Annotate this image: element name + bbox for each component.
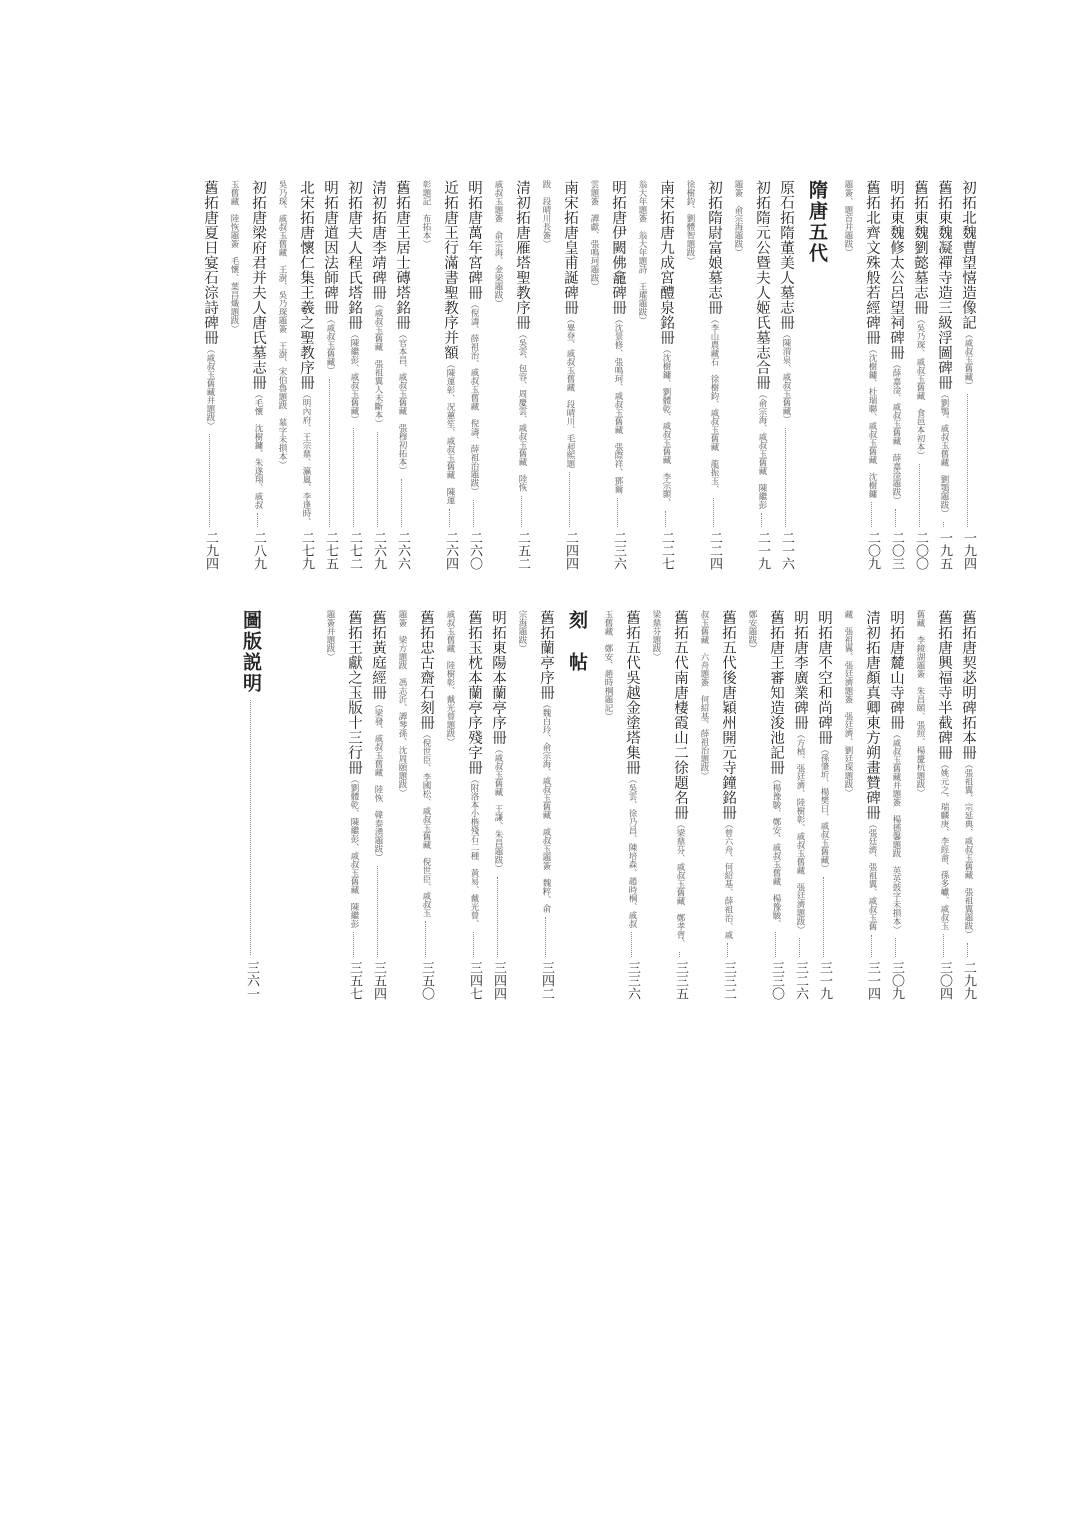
section-heading <box>558 610 596 1000</box>
entry-title <box>342 610 366 928</box>
entry-note: 叔玉舊藏 六舟題簽 何紹基、薛祖治題跋） <box>699 610 709 780</box>
leader-dots <box>895 509 896 528</box>
entry-continuation <box>644 610 668 1000</box>
section-heading <box>798 180 836 570</box>
entry-continuation <box>222 180 246 570</box>
entry-title <box>318 180 342 375</box>
entry-note: （明內府、王宗鼎、瀛嵐、李逢時、 <box>301 390 311 526</box>
entry-title-text: 舊拓五代後唐穎州開元寺鐘銘冊 <box>720 610 736 820</box>
entry-title-text: 初拓北魏曹望憘造像記 <box>960 180 976 330</box>
entry-title-text: 明拓唐伊闕佛龕碑冊 <box>610 180 626 315</box>
entry-note: （魏白玲、俞宗海、戚叔玉舊藏 戚叔玉題簽 魏粹、俞 <box>541 700 551 913</box>
page-number: 三三五 <box>673 961 688 1000</box>
entry-title <box>884 180 908 505</box>
entry-title-text: 舊拓東魏劉懿墓志冊 <box>912 180 928 315</box>
entry-note: 吳乃琛、戚叔玉舊藏 王澍、吳乃琛題簽 王澍、宋伯魯題跋 墓字未損本） <box>277 180 287 469</box>
entry-title <box>342 180 366 424</box>
entry-title-text: 清初拓唐李靖碑冊 <box>370 180 386 300</box>
entry-title-text: 近拓唐王行滿書聖教序并額 <box>442 180 458 360</box>
section-title: 圖版説明 <box>240 610 262 694</box>
entry-note: （俞宗海、戚叔玉舊藏 陳繼彭 <box>757 390 767 509</box>
entry-title-text: 初拓隋尉富娘墓志冊 <box>706 180 722 315</box>
toc-entry <box>654 180 678 570</box>
toc-entry <box>860 610 884 1000</box>
toc-entry <box>318 180 342 570</box>
entry-title <box>668 610 692 948</box>
entry-continuation <box>318 610 342 1000</box>
page-number: 一九五 <box>937 531 952 570</box>
entry-title-text: 舊拓玉枕本蘭亭序殘字冊 <box>466 610 482 775</box>
entry-title <box>366 610 390 862</box>
entry-title <box>860 610 884 931</box>
entry-continuation <box>534 180 558 570</box>
entry-note: （毛懷 沈樹鏞、朱遂翔、戚叔 <box>253 390 263 509</box>
entry-title <box>716 610 740 939</box>
entry-title-text: 舊拓五代吳越金塗塔集冊 <box>624 610 640 775</box>
entry-note: 徐樹鈞、劉體智題跋） <box>685 180 695 265</box>
leader-dots <box>353 428 354 528</box>
entry-title-text: 舊拓唐契苾明碑拓本冊 <box>960 610 976 760</box>
entry-note: 跋 段晴川長簽） <box>541 180 551 248</box>
page-number: 二〇三 <box>889 531 904 570</box>
leader-dots <box>665 511 666 528</box>
leader-dots <box>943 522 944 528</box>
toc-entry <box>510 180 534 570</box>
toc-entry <box>908 180 932 570</box>
leader-dots <box>401 479 402 528</box>
page-number: 二五二 <box>515 531 530 570</box>
page-number: 二七九 <box>299 531 314 570</box>
entry-title <box>932 610 956 930</box>
leader-dots <box>329 379 330 528</box>
page-number: 三一九 <box>817 961 832 1000</box>
toc-entry <box>884 610 908 1000</box>
entry-title <box>860 180 884 498</box>
entry-continuation <box>270 180 294 570</box>
entry-note: （附洛本小楷殘石二種 黃易、戴光曾、 <box>469 775 479 928</box>
toc-entry <box>716 610 740 1000</box>
toc-entry <box>294 180 318 570</box>
entry-note: （李山農藏石 徐樹鈞、戚叔玉舊藏 龍振玉、 <box>709 315 719 494</box>
page-number: 二一九 <box>755 531 770 570</box>
entry-continuation <box>510 610 534 1000</box>
toc-entry <box>366 610 390 1000</box>
entry-note: （劉體乾、陳繼彭、戚叔玉舊藏 陳繼彭 <box>349 775 359 928</box>
entry-title-text: 明拓唐萬年宮碑冊 <box>466 180 482 300</box>
entry-note: （沈樹鏞、劉體乾、戚叔玉舊藏 李宗顥、 <box>661 345 671 507</box>
toc-entry <box>606 180 630 570</box>
page-number: 三三〇 <box>769 961 784 1000</box>
toc-entry <box>774 180 798 570</box>
entry-title-text: 初拓唐夫人程氏塔銘冊 <box>346 180 362 330</box>
entry-note: 翁大年題簽 翁大年題詩 王瓘題跋） <box>637 180 647 325</box>
leader-dots <box>761 513 762 527</box>
leader-dots <box>209 434 210 527</box>
toc-entry <box>558 180 582 570</box>
toc-entry <box>366 180 390 570</box>
entry-note: （曾六舟、何紹基、薛祖治、戚 <box>723 820 733 939</box>
entry-note: 雲題簽 譚獻、張鳴珂題跋） <box>589 180 599 291</box>
entry-title <box>884 610 908 934</box>
leader-dots <box>377 866 378 958</box>
entry-title <box>534 610 558 913</box>
toc-entry <box>668 610 692 1000</box>
page-number: 二〇九 <box>865 531 880 570</box>
entry-note: （沈景修、張鳴珂、戚叔玉舊藏 張際祥、鄧爾 <box>613 315 623 494</box>
leader-dots <box>823 877 824 958</box>
entry-title <box>462 180 486 496</box>
entry-title <box>812 610 836 873</box>
page-number: 二六九 <box>371 531 386 570</box>
entry-title <box>788 610 812 934</box>
leader-dots <box>473 932 474 957</box>
leader-dots <box>250 700 251 955</box>
leader-dots <box>943 934 944 957</box>
page-number: 三二六 <box>793 961 808 1000</box>
section-heading <box>232 610 270 1000</box>
section-title: 隋唐五代 <box>806 180 828 264</box>
entry-title-text: 初拓唐梁府君并夫人唐氏墓志冊 <box>250 180 266 390</box>
entry-title-text: 舊拓唐夏日宴石淙詩碑冊 <box>202 180 218 345</box>
leader-dots <box>353 932 354 957</box>
entry-title <box>294 180 318 526</box>
entry-title <box>486 610 510 873</box>
entry-title <box>702 180 726 494</box>
entry-note: （戚叔玉舊藏并題簽 楊德馨題跋 英英鼓字未損本） <box>891 730 901 934</box>
entry-title-text: 明拓唐不空和尚碑冊 <box>816 610 832 745</box>
entry-title <box>774 180 798 424</box>
page-number: 三三二 <box>721 961 736 1000</box>
entry-title <box>246 180 270 509</box>
entry-continuation <box>836 180 860 570</box>
entry-note: （張廷濟、張祖翼、戚叔玉舊 <box>867 820 877 931</box>
toc-entry <box>342 610 366 1000</box>
leader-dots <box>569 472 570 527</box>
page-number: 二二四 <box>707 531 722 570</box>
leader-dots <box>775 932 776 957</box>
leader-dots <box>631 932 632 957</box>
page-number: 三〇四 <box>937 961 952 1000</box>
leader-dots <box>617 498 618 528</box>
page-number: 二八九 <box>251 531 266 570</box>
entry-note: （梁發、戚叔玉舊藏 陸恢 韓泰湧題跋） <box>373 700 383 862</box>
toc-entry <box>198 180 222 570</box>
entry-note: 宗海題跋） <box>517 610 527 653</box>
entry-note: 鄭安題跋） <box>747 610 757 653</box>
entry-note: （戚叔玉舊藏并題跋） <box>205 345 215 430</box>
entry-note: （姚元之、瑞麟庚、李經畬、孫多巘、戚叔玉 <box>939 760 949 930</box>
entry-title-text: 明拓唐麓山寺碑冊 <box>888 610 904 730</box>
entry-note: （楊豫駿、鄭安、戚叔玉舊藏 楊豫駿、 <box>771 775 781 928</box>
entry-continuation <box>740 610 764 1000</box>
toc-entry <box>884 180 908 570</box>
page-number: 三〇九 <box>889 961 904 1000</box>
page-number: 二七二 <box>347 531 362 570</box>
entry-continuation <box>414 180 438 570</box>
entry-continuation <box>438 610 462 1000</box>
toc-entry <box>932 610 956 1000</box>
toc-entry <box>486 610 510 1000</box>
entry-title-text: 舊拓忠古齋石刻冊 <box>418 610 434 730</box>
page-number: 二二七 <box>659 531 674 570</box>
page-number: 二一六 <box>779 531 794 570</box>
page-number: 二六六 <box>395 531 410 570</box>
toc-entry <box>462 610 486 1000</box>
page-number: 二四四 <box>563 531 578 570</box>
page-number: 三五七 <box>347 961 362 1000</box>
entry-note: （陳渭泉、戚叔玉舊藏） <box>781 330 791 424</box>
entry-note: （吳雲、徐乃昌、陳培森、趙時棡、戚叔 <box>627 775 637 928</box>
entry-title-text: 南宋拓唐皇甫誕碑冊 <box>562 180 578 315</box>
page-number: 二九九 <box>961 961 976 1000</box>
leader-dots <box>497 877 498 958</box>
page-number: 一九四 <box>961 531 976 570</box>
leader-dots <box>799 938 800 957</box>
entry-title <box>956 610 980 939</box>
entry-title-text: 舊拓唐興福寺半截碑冊 <box>936 610 952 760</box>
entry-note: （吳雲、包容、周慶雲、戚叔玉舊藏 陸恢 <box>517 330 527 492</box>
entry-title-text: 明拓唐李廣業碑冊 <box>792 610 808 730</box>
page-number: 三四七 <box>467 961 482 1000</box>
entry-title-text: 原石拓隋董美人墓志冊 <box>778 180 794 330</box>
toc-entry <box>390 180 414 570</box>
page-number: 三六一 <box>244 961 259 1000</box>
entry-title-text: 舊拓唐王審知造浚池記冊 <box>768 610 784 775</box>
entry-note: 玉舊藏 陸恢題簽 毛懷、葉昌熾題跋） <box>229 180 239 333</box>
leader-dots <box>521 496 522 528</box>
leader-dots <box>871 935 872 958</box>
entry-note: 梁鼎芬題跋） <box>651 610 661 661</box>
toc-entry <box>438 180 462 570</box>
entry-continuation <box>390 610 414 1000</box>
entry-note: （倪濤、薛祖治、戚叔玉舊藏 倪濤、薛祖治題跋） <box>469 300 479 496</box>
entry-note: （戚叔玉舊藏） <box>325 315 335 375</box>
entry-title-text: 清初拓唐顏真卿東方朔畫贊碑冊 <box>864 610 880 820</box>
entry-note: （薛嘉淦、戚叔玉舊藏 薛嘉淦題跋） <box>891 360 901 505</box>
entry-note: 戚叔玉舊藏 陸樹彰、戴光曾題跋） <box>445 610 455 746</box>
entry-title <box>620 610 644 928</box>
page-number: 二七五 <box>323 531 338 570</box>
leader-dots <box>473 500 474 528</box>
entry-note: （陳運彰、况蕙笙、戚叔玉舊藏 陳運 <box>445 360 455 505</box>
entry-note: （張祖翼、宗延典、戚叔玉舊藏 張祖翼題跋） <box>963 760 973 939</box>
leader-dots <box>967 394 968 528</box>
entry-note: （戚叔玉舊藏 張祖翼人未斷本） <box>373 300 383 428</box>
entry-title <box>750 180 774 509</box>
leader-dots <box>449 509 450 528</box>
entry-title-text: 初拓隋元公暨夫人姬氏墓志合冊 <box>754 180 770 390</box>
entry-note: （戚叔玉舊藏 王謙、朱昌題跋） <box>493 745 503 873</box>
leader-dots <box>679 952 680 958</box>
entry-title-text: 舊拓東魏凝禪寺造三級浮圖碑冊 <box>936 180 952 390</box>
page-number: 二三六 <box>611 531 626 570</box>
page-number: 三四二 <box>539 961 554 1000</box>
page-number: 三一四 <box>865 961 880 1000</box>
entry-title <box>654 180 678 507</box>
entry-note: （梁鼎芬、戚叔玉舊藏 鄭孝胥、 <box>675 820 685 948</box>
toc-entry <box>342 180 366 570</box>
entry-title <box>606 180 630 494</box>
entry-title <box>438 180 462 505</box>
entry-note: 題簽并題跋） <box>325 610 335 661</box>
entry-note: （官本昌、戚叔玉舊藏 張穆初拓本） <box>397 330 407 475</box>
leader-dots <box>785 428 786 528</box>
entry-note: 藏 張祖翼、張廷濟題簽 張廷濟、劉廷琛題跋） <box>843 610 853 797</box>
entry-continuation <box>726 180 750 570</box>
toc-entry <box>932 180 956 570</box>
entry-title-text: 舊拓五代南唐棲霞山二徐題名冊 <box>672 610 688 820</box>
entry-note: （孫肇圻、楊樊日、戚叔玉舊藏） <box>819 745 829 873</box>
entry-note: （陳繼彭、戚叔玉舊藏） <box>349 330 359 424</box>
entry-note: 彰題記 布拓本） <box>421 180 431 248</box>
entry-continuation <box>630 180 654 570</box>
toc-entry <box>860 180 884 570</box>
bottom-band <box>150 610 980 1000</box>
toc-entry <box>620 610 644 1000</box>
entry-note: （沈樹鏞、杜瑞聯、戚叔玉舊藏 沈樹鏞 <box>867 345 877 498</box>
entry-note: （畢登、戚叔玉舊藏 段晴川、毛昶熙題 <box>565 315 575 468</box>
page-number: 二〇〇 <box>913 531 928 570</box>
entry-note: （吳乃琛、戚叔玉舊藏 食邑本初本） <box>915 315 925 460</box>
entry-title-text: 舊拓蘭亭序冊 <box>538 610 554 700</box>
leader-dots <box>545 917 546 958</box>
entry-continuation <box>486 180 510 570</box>
toc-entry <box>956 610 980 1000</box>
page-number: 三五四 <box>371 961 386 1000</box>
entry-title <box>510 180 534 492</box>
entry-title <box>932 180 956 518</box>
entry-title-text: 明拓東陽本蘭亭序冊 <box>490 610 506 745</box>
entry-title-text: 舊拓王獻之玉版十三行冊 <box>346 610 362 775</box>
page-number: 二六四 <box>443 531 458 570</box>
page-number: 二九四 <box>203 531 218 570</box>
page-number: 三五〇 <box>419 961 434 1000</box>
entry-title-text: 明拓東魏修太公呂望祠碑冊 <box>888 180 904 360</box>
entry-note: 題簽 梁方題跋 馮志沂、譚琴孫、沈周頤題跋） <box>397 610 407 797</box>
entry-continuation <box>678 180 702 570</box>
entry-continuation <box>596 610 620 1000</box>
toc-entry <box>414 610 438 1000</box>
toc-entry <box>246 180 270 570</box>
entry-title-text: 明拓唐道因法師碑冊 <box>322 180 338 315</box>
entry-title-text: 南宋拓唐九成宮醴泉銘冊 <box>658 180 674 345</box>
leader-dots <box>257 513 258 527</box>
entry-title <box>390 180 414 475</box>
entry-title <box>558 180 582 468</box>
leader-dots <box>919 464 920 528</box>
leader-dots <box>727 943 728 957</box>
entry-note: 題簽、題首并題跋） <box>843 180 853 257</box>
toc-entry <box>702 180 726 570</box>
toc-entry <box>956 180 980 570</box>
leader-dots <box>425 921 426 957</box>
entry-note: （倪世臣、李國松、戚叔玉舊藏 倪世臣、戚叔玉 <box>421 730 431 917</box>
toc-entry <box>788 610 812 1000</box>
entry-title-text: 舊拓北齊文殊般若經碑冊 <box>864 180 880 345</box>
leader-dots <box>871 502 872 527</box>
leader-dots <box>377 432 378 528</box>
entry-title <box>908 180 932 460</box>
entry-title <box>462 610 486 928</box>
entry-title-text: 舊拓黃庭經冊 <box>370 610 386 700</box>
entry-note: 題簽 俞宗海題跋） <box>733 180 743 257</box>
entry-title <box>198 180 222 430</box>
spacer <box>294 610 318 1000</box>
toc-entry <box>764 610 788 1000</box>
entry-title <box>414 610 438 917</box>
entry-continuation <box>836 610 860 1000</box>
page-number: 三三六 <box>625 961 640 1000</box>
entry-note: （劉鶚、戚叔玉舊藏 劉鶚題跋） <box>939 390 949 518</box>
top-band <box>150 180 980 570</box>
page-number: 二六〇 <box>467 531 482 570</box>
leader-dots <box>895 938 896 957</box>
entry-title-text: 北宋拓唐懷仁集王羲之聖教序冊 <box>298 180 314 390</box>
toc-entry <box>812 610 836 1000</box>
toc-entry <box>750 180 774 570</box>
entry-note: （方楨、張廷濟、陸樹彰、戚叔玉舊藏 張廷濟題跋） <box>795 730 805 934</box>
entry-note: 玉舊藏 鄭安、趙時棡題記） <box>603 610 613 721</box>
page-number: 三四四 <box>491 961 506 1000</box>
entry-title <box>956 180 980 390</box>
spacer <box>270 610 294 1000</box>
entry-note: （戚叔玉舊藏） <box>963 330 973 390</box>
entry-note: 戚叔玉題簽 俞宗海、金梁題跋） <box>493 180 503 308</box>
section-title: 刻 帖 <box>566 610 588 673</box>
entry-continuation <box>582 180 606 570</box>
entry-title <box>764 610 788 928</box>
entry-title-text: 清初拓唐雁塔聖教序冊 <box>514 180 530 330</box>
entry-note: 舊藏 李鏡湖題簽 朱昌頤、張照、楊慶杭題跋） <box>915 610 925 797</box>
entry-title <box>366 180 390 428</box>
leader-dots <box>713 498 714 528</box>
entry-continuation <box>908 610 932 1000</box>
leader-dots <box>967 943 968 958</box>
toc-entry <box>534 610 558 1000</box>
entry-title-text: 舊拓唐王居士磚塔銘冊 <box>394 180 410 330</box>
entry-continuation <box>692 610 716 1000</box>
toc-entry <box>462 180 486 570</box>
